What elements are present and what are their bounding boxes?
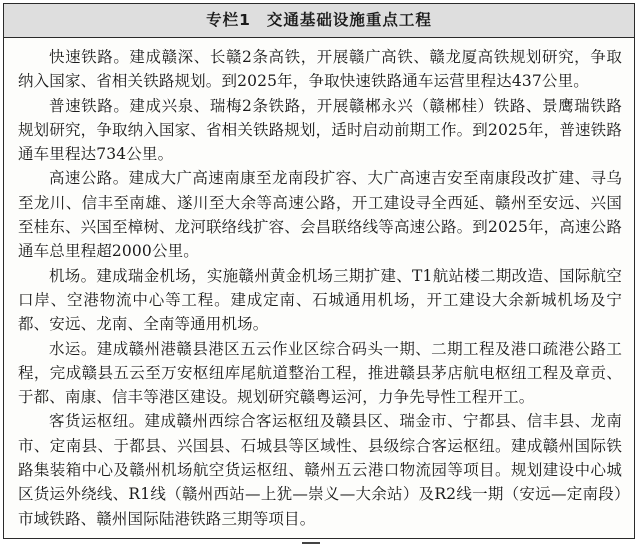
paragraph-regular-rail: 普速铁路。建成兴泉、瑞梅2条铁路，开展赣郴永兴（赣郴桂）铁路、景鹰瑞铁路规划研究，争取纳入国家、省相关铁路规划，适时启动前期工作。到2025年，普速铁路通车里程达734公里。 (18, 96, 622, 164)
column-label: 专栏1 (206, 11, 251, 29)
column-title: 交通基础设施重点工程 (266, 11, 432, 29)
paragraph-hubs: 客货运枢纽。建成赣州西综合客运枢纽及赣县区、瑞金市、宁都县、信丰县、龙南市、定南县、于都县、兴国县、石城县等区域性、县级综合客运枢纽。建成赣州国际铁路集装箱中心及赣州机场航空货运枢纽、赣州五云港口物流园等项目。规划建设中心城区货运外绕线、R1线（赣州西站—上犹—崇义—大余站）及R2线一期（安远—定南段）市域铁路、赣州国际陆港铁路三期等项目。 (18, 412, 622, 528)
column-content (18, 45, 622, 531)
paragraph-highway: 高速公路。建成大广高速南康至龙南段扩容、大广高速吉安至南康段改扩建、寻乌至龙川、信丰至南雄、遂川至大余等高速公路，开工建设寻全西延、赣州至安远、兴国至桂东、兴国至樟树、龙河联络线扩容、会昌联络线等高速公路。到2025年，高速公路通车总里程超2000公里。 (18, 169, 622, 261)
column-title-bar (4, 4, 634, 38)
paragraph-expressway-rail: 快速铁路。建成赣深、长赣2条高铁，开展赣广高铁、赣龙厦高铁规划研究，争取纳入国家、省相关铁路规划。到2025年，争取快速铁路通车运营里程达437公里。 (18, 48, 622, 91)
column-box (3, 3, 635, 539)
paragraph-water-transport: 水运。建成赣州港赣县港区五云作业区综合码头一期、二期工程及港口疏港公路工程，完成赣县五云至万安枢纽库尾航道整治工程，推进赣县茅店航电枢纽工程及章贡、于都、南康、信丰等港区建设。规划研究赣粤运河，力争先导性工程开工。 (18, 339, 622, 407)
paragraph-airport: 机场。建成瑞金机场，实施赣州黄金机场三期扩建、T1航站楼二期改造、国际航空口岸、空港物流中心等工程。建成定南、石城通用机场，开工建设大余新城机场及宁都、安远、龙南、全南等通用机场。 (18, 266, 622, 334)
page-edge-mark (302, 542, 320, 544)
